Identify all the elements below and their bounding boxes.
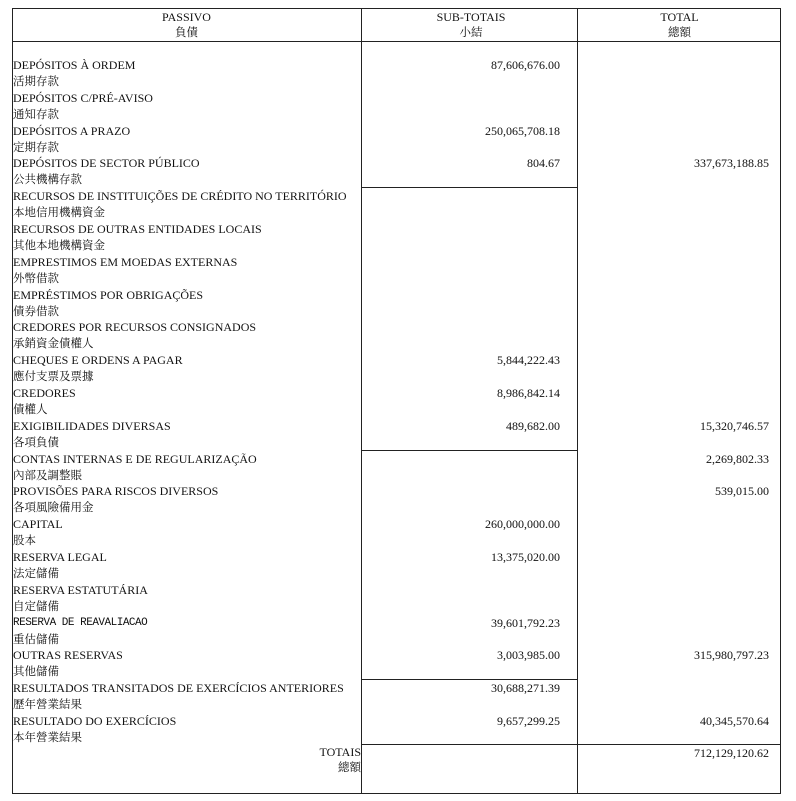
footer-totais-label: TOTAIS: [319, 745, 361, 759]
row-label-zh: 其他本地機構資金: [13, 238, 105, 252]
header-passivo: [12, 10, 361, 40]
header-passivo-zh: 負債: [175, 25, 198, 39]
row-subtotal: 30,688,271.39: [491, 681, 560, 695]
row-subtotal: 489,682.00: [506, 419, 560, 433]
row-label: RECURSOS DE INSTITUIÇÕES DE CRÉDITO NO TERRITÓRIO: [13, 189, 347, 203]
row-label-zh: 公共機構存款: [13, 172, 82, 186]
row-label: CAPITAL: [13, 517, 63, 531]
section-line-1: [361, 187, 577, 188]
border-right: [780, 8, 781, 794]
section-line-totals: [361, 744, 781, 745]
border-bottom: [12, 793, 781, 794]
row-label: RESERVA ESTATUTÁRIA: [13, 583, 148, 597]
row-subtotal: 8,986,842.14: [497, 386, 560, 400]
row-subtotal: 5,844,222.43: [497, 353, 560, 367]
row-label-zh: 定期存款: [13, 140, 59, 154]
border-left: [12, 8, 13, 794]
row-label: DEPÓSITOS À ORDEM: [13, 58, 136, 72]
row-label: RESULTADOS TRANSITADOS DE EXERCÍCIOS ANTERIORES: [13, 681, 344, 695]
row-label-zh: 本年營業結果: [13, 730, 82, 744]
row-label-zh: 外幣借款: [13, 271, 59, 285]
row-label: EMPRÉSTIMOS POR OBRIGAÇÕES: [13, 288, 204, 302]
row-label: CHEQUES E ORDENS A PAGAR: [13, 353, 183, 367]
row-label-zh: 其他儲備: [13, 664, 59, 678]
row-label-zh: 應付支票及票據: [13, 369, 94, 383]
row-subtotal: 3,003,985.00: [497, 648, 560, 662]
row-label-zh: 通知存款: [13, 107, 59, 121]
row-subtotal: 250,065,708.18: [485, 124, 560, 138]
header-subtotais-label: SUB-TOTAIS: [436, 10, 506, 24]
row-label: RESERVA LEGAL: [13, 550, 107, 564]
row-total: 15,320,746.57: [700, 419, 769, 433]
row-label: RECURSOS DE OUTRAS ENTIDADES LOCAIS: [13, 222, 262, 236]
row-label-zh: 承銷資金債權人: [13, 336, 94, 350]
row-label-zh: 各項負債: [13, 435, 59, 449]
row-label-zh: 本地信用機構資金: [13, 205, 105, 219]
row-label-zh: 債權人: [13, 402, 48, 416]
border-top: [12, 8, 781, 9]
row-subtotal: 13,375,020.00: [491, 550, 560, 564]
row-subtotal: 87,606,676.00: [491, 58, 560, 72]
footer-totais: [220, 745, 361, 775]
section-line-2: [361, 450, 577, 451]
row-label: EXIGIBILIDADES DIVERSAS: [13, 419, 171, 433]
row-label: DEPÓSITOS A PRAZO: [13, 124, 131, 138]
row-label-zh: 歷年營業結果: [13, 697, 82, 711]
row-label-zh: 自定儲備: [13, 599, 59, 613]
row-subtotal: 260,000,000.00: [485, 517, 560, 531]
row-total: 40,345,570.64: [700, 714, 769, 728]
section-line-3: [361, 679, 577, 680]
header-subtotais: [365, 10, 577, 40]
header-total-label: TOTAL: [660, 10, 699, 24]
row-total: 315,980,797.23: [694, 648, 769, 662]
border-header-bottom: [12, 41, 781, 42]
row-total: 539,015.00: [715, 484, 769, 498]
row-label-zh: 法定儲備: [13, 566, 59, 580]
row-subtotal: 39,601,792.23: [491, 616, 560, 630]
col-divider-1: [361, 8, 362, 794]
row-label: OUTRAS RESERVAS: [13, 648, 123, 662]
row-total: 2,269,802.33: [706, 452, 769, 466]
row-label: PROVISÕES PARA RISCOS DIVERSOS: [13, 484, 219, 498]
header-passivo-label: PASSIVO: [162, 10, 211, 24]
header-total-zh: 總額: [668, 25, 691, 39]
row-label-zh: 活期存款: [13, 74, 59, 88]
header-total: [578, 10, 781, 40]
footer-grand-total: 712,129,120.62: [694, 746, 769, 760]
row-label-zh: 重估儲備: [13, 632, 59, 646]
row-total: 337,673,188.85: [694, 156, 769, 170]
row-label: RESULTADO DO EXERCÍCIOS: [13, 714, 177, 728]
footer-totais-zh: 總額: [338, 760, 361, 774]
row-label-zh: 內部及調整賬: [13, 468, 82, 482]
row-label-zh: 股本: [13, 533, 36, 547]
row-label: CREDORES: [13, 386, 76, 400]
row-subtotal: 804.67: [527, 156, 560, 170]
row-label: CONTAS INTERNAS E DE REGULARIZAÇÃO: [13, 452, 257, 466]
row-label: CREDORES POR RECURSOS CONSIGNADOS: [13, 320, 257, 334]
col-divider-2: [577, 8, 578, 794]
row-label: RESERVA DE REAVALIACAO: [13, 617, 148, 629]
row-label: EMPRESTIMOS EM MOEDAS EXTERNAS: [13, 255, 238, 269]
row-label-zh: 債券借款: [13, 304, 59, 318]
row-subtotal: 9,657,299.25: [497, 714, 560, 728]
row-label: DEPÓSITOS DE SECTOR PÚBLICO: [13, 156, 200, 170]
row-label: DEPÓSITOS C/PRÉ-AVISO: [13, 91, 153, 105]
row-label-zh: 各項風險備用金: [13, 500, 94, 514]
header-subtotais-zh: 小結: [459, 25, 483, 39]
